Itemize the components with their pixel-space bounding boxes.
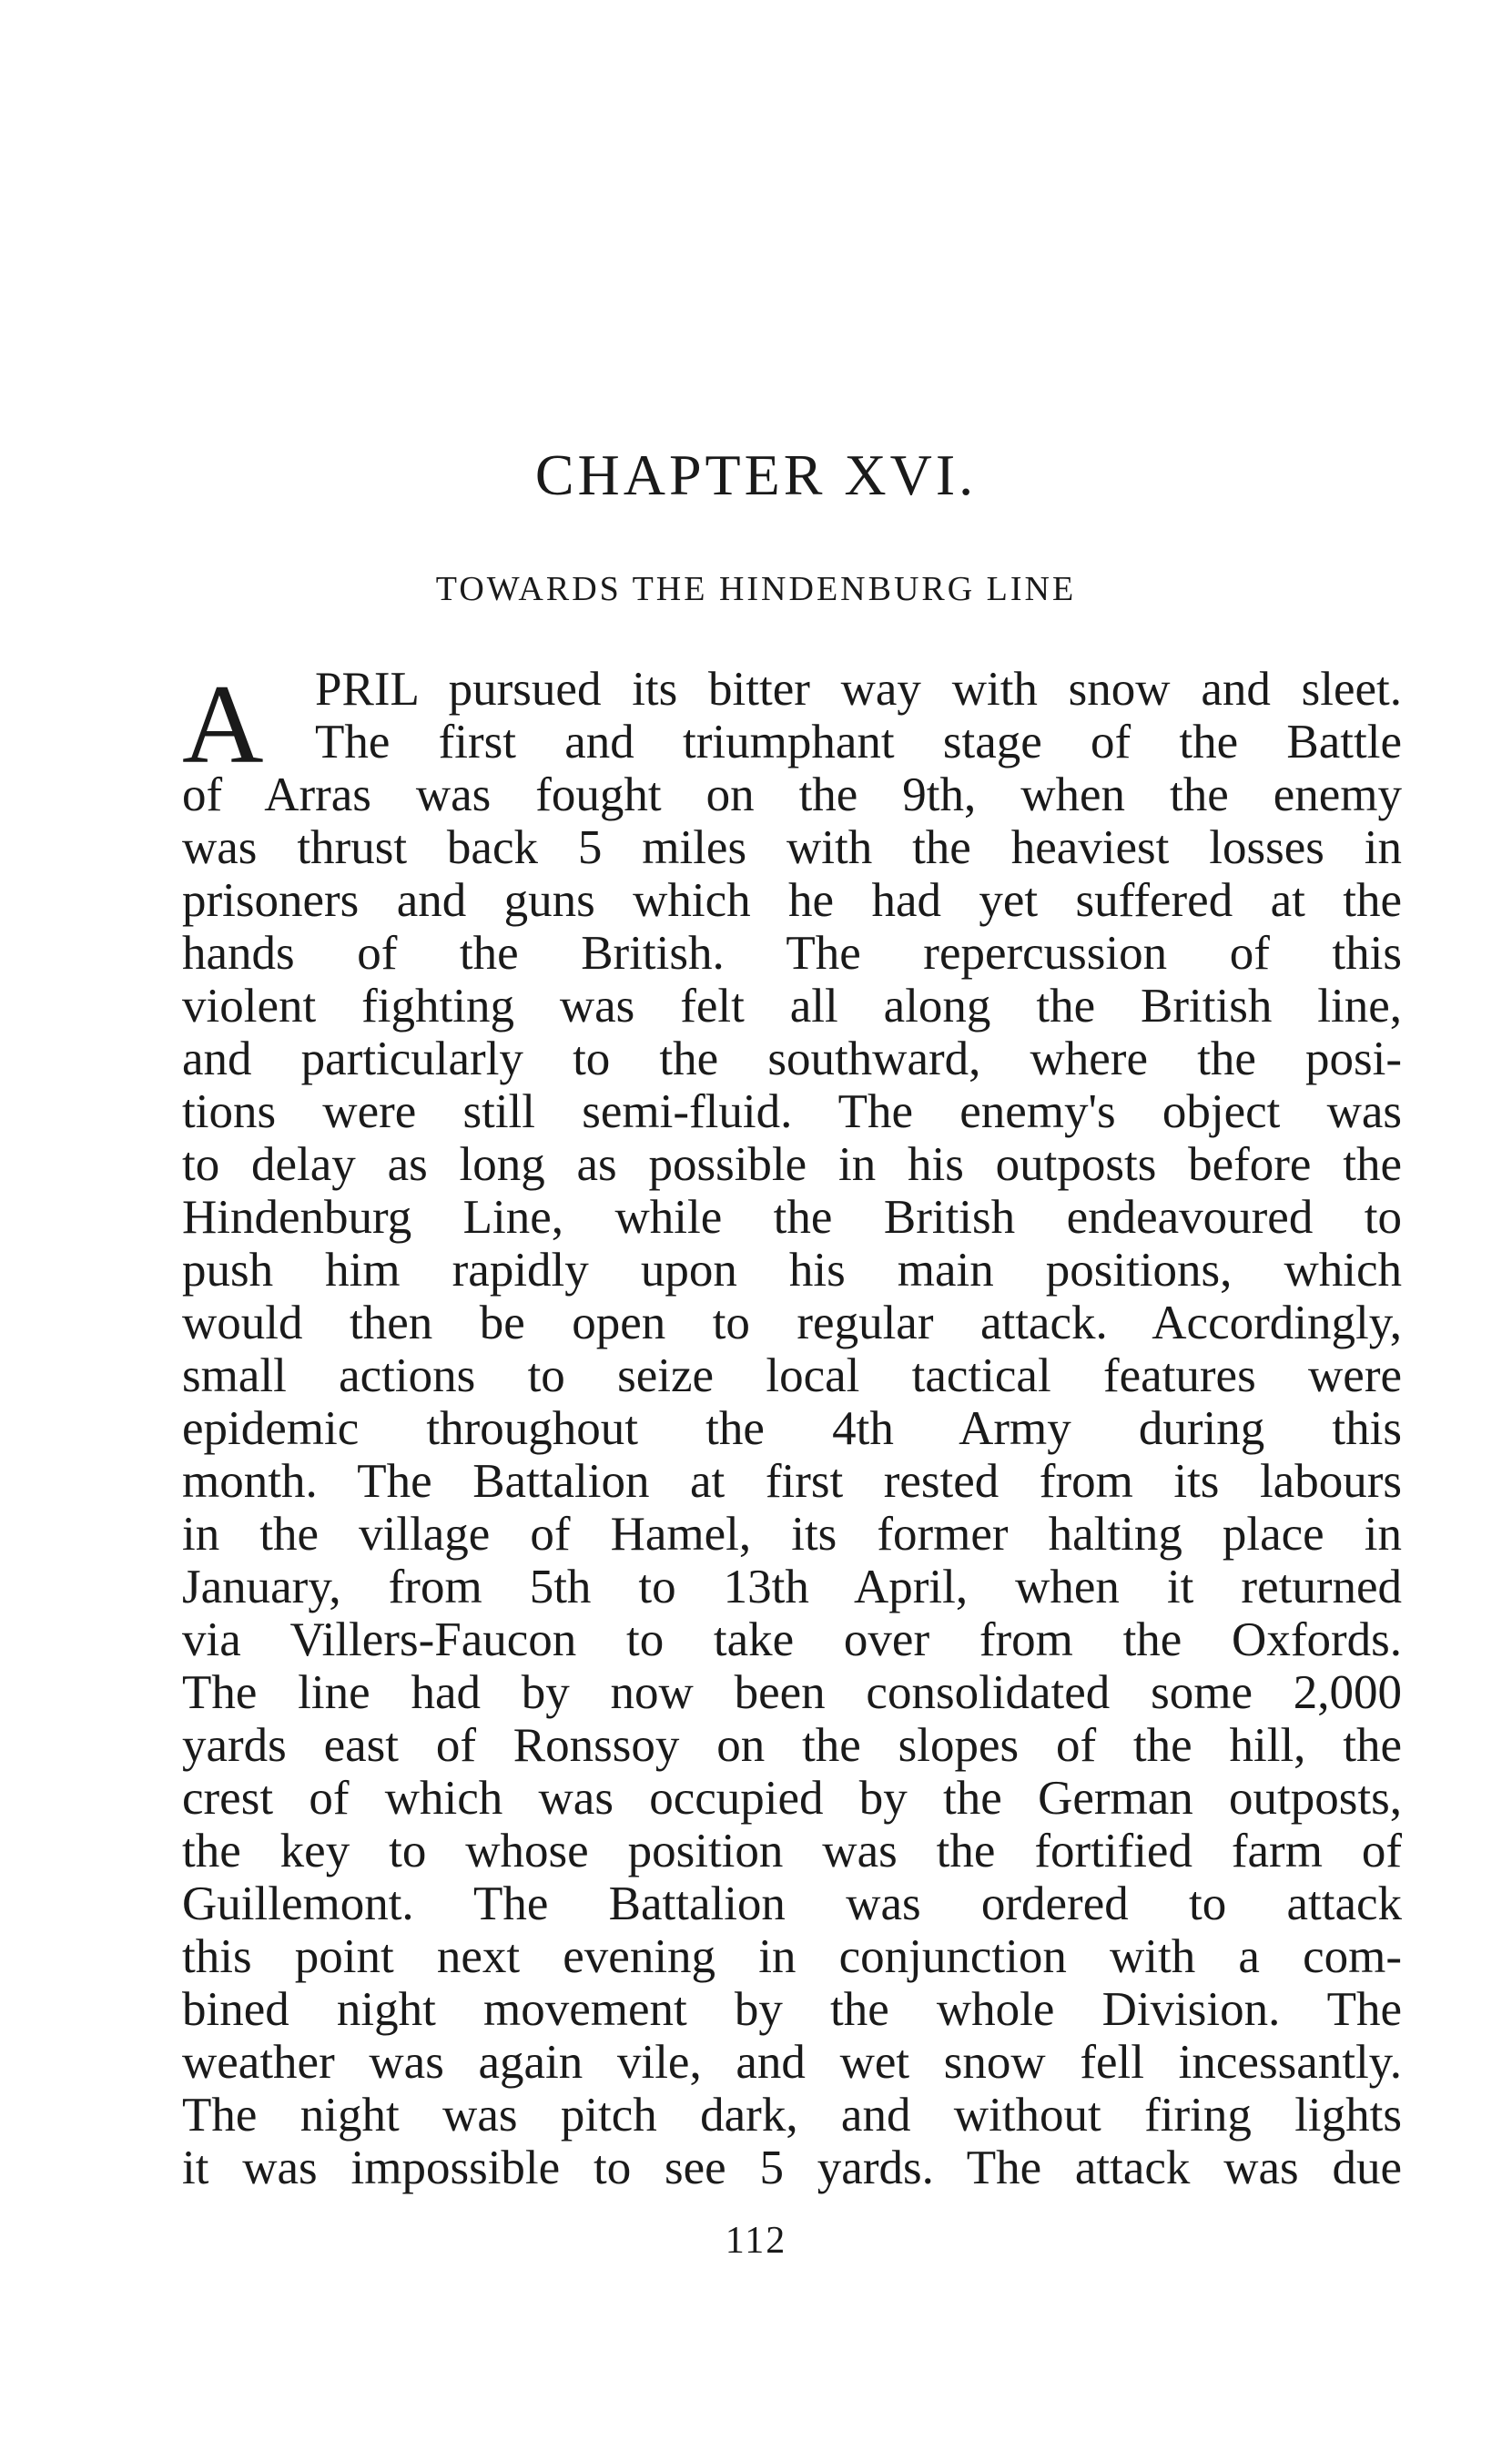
text-line: Guillemont. The Battalion was ordered to attack [182,1877,1402,1930]
text-line: weather was again vile, and wet snow fell incessantly. [182,2036,1402,2089]
text-line: The first and triumphant stage of the Battle [315,716,1402,768]
text-line: violent fighting was felt all along the British line, [182,980,1402,1033]
text-line: was thrust back 5 miles with the heaviest losses in [182,821,1402,874]
text-line-content: PRIL pursued its bitter way with snow and sleet. [315,663,1402,716]
body-text [182,663,1402,2194]
text-line: the key to whose position was the fortified farm of [182,1825,1402,1877]
text-line: it was impossible to see 5 yards. The attack was due [182,2142,1402,2194]
text-line: crest of which was occupied by the German outposts, [182,1772,1402,1825]
text-line: would then be open to regular attack. Accordingly, [182,1297,1402,1349]
text-line: via Villers-Faucon to take over from the Oxfords. [182,1613,1402,1666]
text-line: small actions to seize local tactical features were [182,1349,1402,1402]
text-line: Hindenburg Line, while the British endeavoured to [182,1191,1402,1244]
drop-cap: A [182,662,264,787]
text-line: bined night movement by the whole Division. The [182,1983,1402,2036]
text-line: this point next evening in conjunction with a com- [182,1930,1402,1983]
text-line: to delay as long as possible in his outposts before the [182,1138,1402,1191]
text-line: of Arras was fought on the 9th, when the enemy [182,768,1402,821]
text-line: hands of the British. The repercussion of this [182,927,1402,980]
text-line: The night was pitch dark, and without firing lights [182,2089,1402,2142]
text-line: prisoners and guns which he had yet suffered at the [182,874,1402,927]
text-line: month. The Battalion at first rested from its labours [182,1455,1402,1508]
text-line: and particularly to the southward, where the posi- [182,1033,1402,1085]
text-line: January, from 5th to 13th April, when it returned [182,1561,1402,1613]
chapter-subtitle: TOWARDS THE HINDENBURG LINE [435,570,1077,608]
text-line: tions were still semi-fluid. The enemy's object was [182,1085,1402,1138]
text-line: push him rapidly upon his main positions, which [182,1244,1402,1297]
text-line: in the village of Hamel, its former halting place in [182,1508,1402,1561]
text-line: epidemic throughout the 4th Army during this [182,1402,1402,1455]
page-number: 112 [725,2220,787,2262]
text-line: The line had by now been consolidated some 2,000 [182,1666,1402,1719]
chapter-title: CHAPTER XVI. [534,443,978,507]
text-line: yards east of Ronssoy on the slopes of the hill, the [182,1719,1402,1772]
